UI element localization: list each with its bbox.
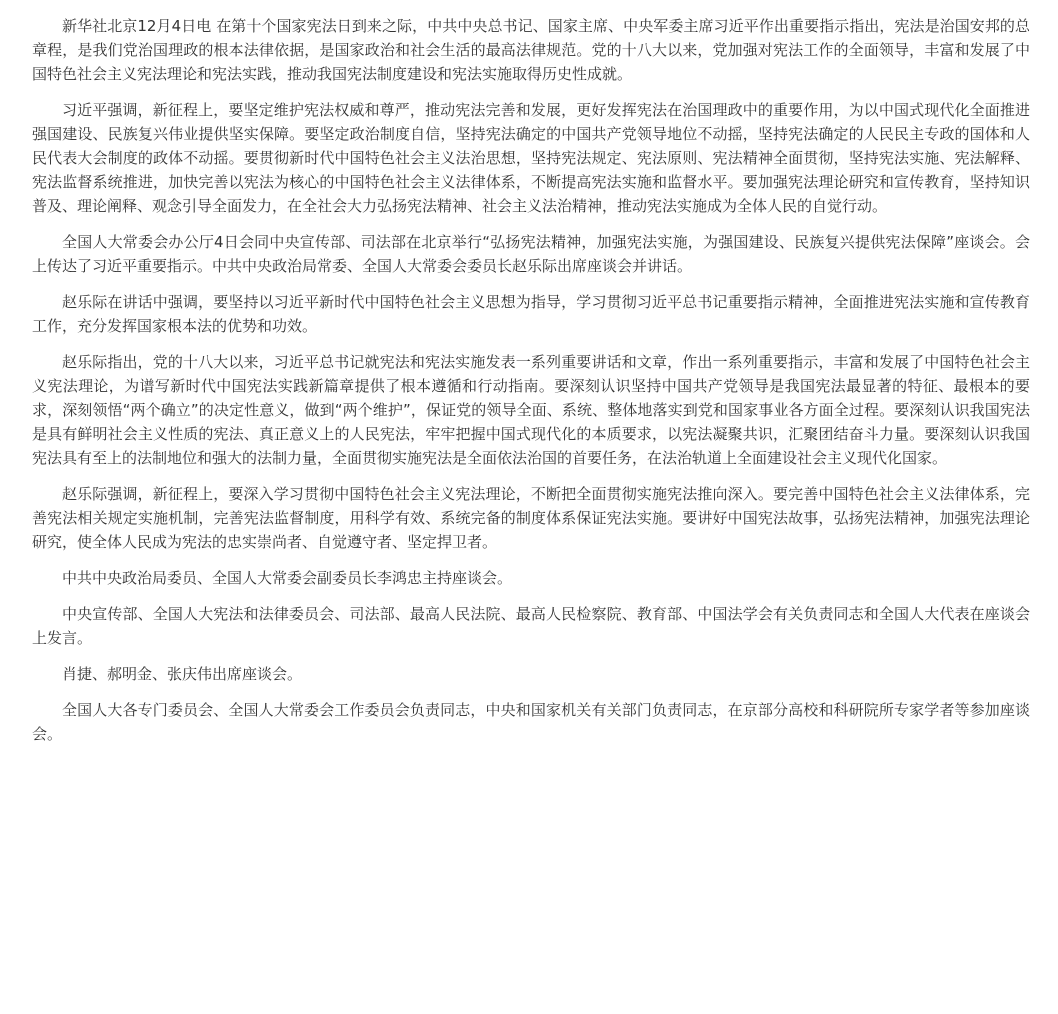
article-paragraph-10: 全国人大各专门委员会、全国人大常委会工作委员会负责同志，中央和国家机关有关部门负责同志，在京部分高校和科研院所专家学者等参加座谈会。 bbox=[32, 701, 1030, 743]
article-paragraph-4: 赵乐际在讲话中强调，要坚持以习近平新时代中国特色社会主义思想为指导，学习贯彻习近平总书记重要指示精神，全面推进宪法实施和宣传教育工作，充分发挥国家根本法的优势和功效。 bbox=[32, 293, 1030, 335]
article-paragraph-7: 中共中央政治局委员、全国人大常委会副委员长李鸿忠主持座谈会。 bbox=[62, 569, 513, 587]
article-paragraph-5: 赵乐际指出，党的十八大以来，习近平总书记就宪法和宪法实施发表一系列重要讲话和文章，作出一系列重要指示，丰富和发展了中国特色社会主义宪法理论，为谱写新时代中国宪法实践新篇章提供了根本遵循和行动指南。要深刻认识坚持中国共产党领导是我国宪法最显著的特征、最根本的要求，深刻领悟“两个确立”的决定性意义，做到“两个维护”，保证党的领导全面、系统、整体地落实到党和国家事业各方面全过程。要深刻认识我国宪法是具有鲜明社会主义性质的宪法、真正意义上的人民宪法，牢牢把握中国式现代化的本质要求，以宪法凝聚共识，汇聚团结奋斗力量。要深刻认识我国宪法具有至上的法制地位和强大的法制力量，全面贯彻实施宪法是全面依法治国的首要任务，在法治轨道上全面建设社会主义现代化国家。 bbox=[32, 353, 1030, 467]
article-paragraph-1: 新华社北京12月4日电 在第十个国家宪法日到来之际，中共中央总书记、国家主席、中央军委主席习近平作出重要指示指出，宪法是治国安邦的总章程，是我们党治国理政的根本法律依据，是国家政治和社会生活的最高法律规范。党的十八大以来，党加强对宪法工作的全面领导，丰富和发展了中国特色社会主义宪法理论和宪法实践，推动我国宪法制度建设和宪法实施取得历史性成就。 bbox=[32, 17, 1030, 83]
article-paragraph-9: 肖捷、郝明金、张庆伟出席座谈会。 bbox=[62, 665, 303, 683]
article-paragraph-6: 赵乐际强调，新征程上，要深入学习贯彻中国特色社会主义宪法理论，不断把全面贯彻实施宪法推向深入。要完善中国特色社会主义法律体系，完善宪法相关规定实施机制，完善宪法监督制度，用科学有效、系统完备的制度体系保证宪法实施。要讲好中国宪法故事，弘扬宪法精神，加强宪法理论研究，使全体人民成为宪法的忠实崇尚者、自觉遵守者、坚定捍卫者。 bbox=[32, 485, 1030, 551]
article-paragraph-3: 全国人大常委会办公厅4日会同中央宣传部、司法部在北京举行“弘扬宪法精神，加强宪法实施，为强国建设、民族复兴提供宪法保障”座谈会。会上传达了习近平重要指示。中共中央政治局常委、全国人大常委会委员长赵乐际出席座谈会并讲话。 bbox=[32, 233, 1030, 275]
article-paragraph-2: 习近平强调，新征程上，要坚定维护宪法权威和尊严，推动宪法完善和发展，更好发挥宪法在治国理政中的重要作用，为以中国式现代化全面推进强国建设、民族复兴伟业提供坚实保障。要坚定政治制度自信，坚持宪法确定的中国共产党领导地位不动摇，坚持宪法确定的人民民主专政的国体和人民代表大会制度的政体不动摇。要贯彻新时代中国特色社会主义法治思想，坚持宪法规定、宪法原则、宪法精神全面贯彻，坚持宪法实施、宪法解释、宪法监督系统推进，加快完善以宪法为核心的中国特色社会主义法律体系，不断提高宪法实施和监督水平。要加强宪法理论研究和宣传教育，坚持知识普及、理论阐释、观念引导全面发力，在全社会大力弘扬宪法精神、社会主义法治精神，推动宪法实施成为全体人民的自觉行动。 bbox=[32, 101, 1030, 215]
article-paragraph-8: 中央宣传部、全国人大宪法和法律委员会、司法部、最高人民法院、最高人民检察院、教育部、中国法学会有关负责同志和全国人大代表在座谈会上发言。 bbox=[32, 605, 1030, 647]
